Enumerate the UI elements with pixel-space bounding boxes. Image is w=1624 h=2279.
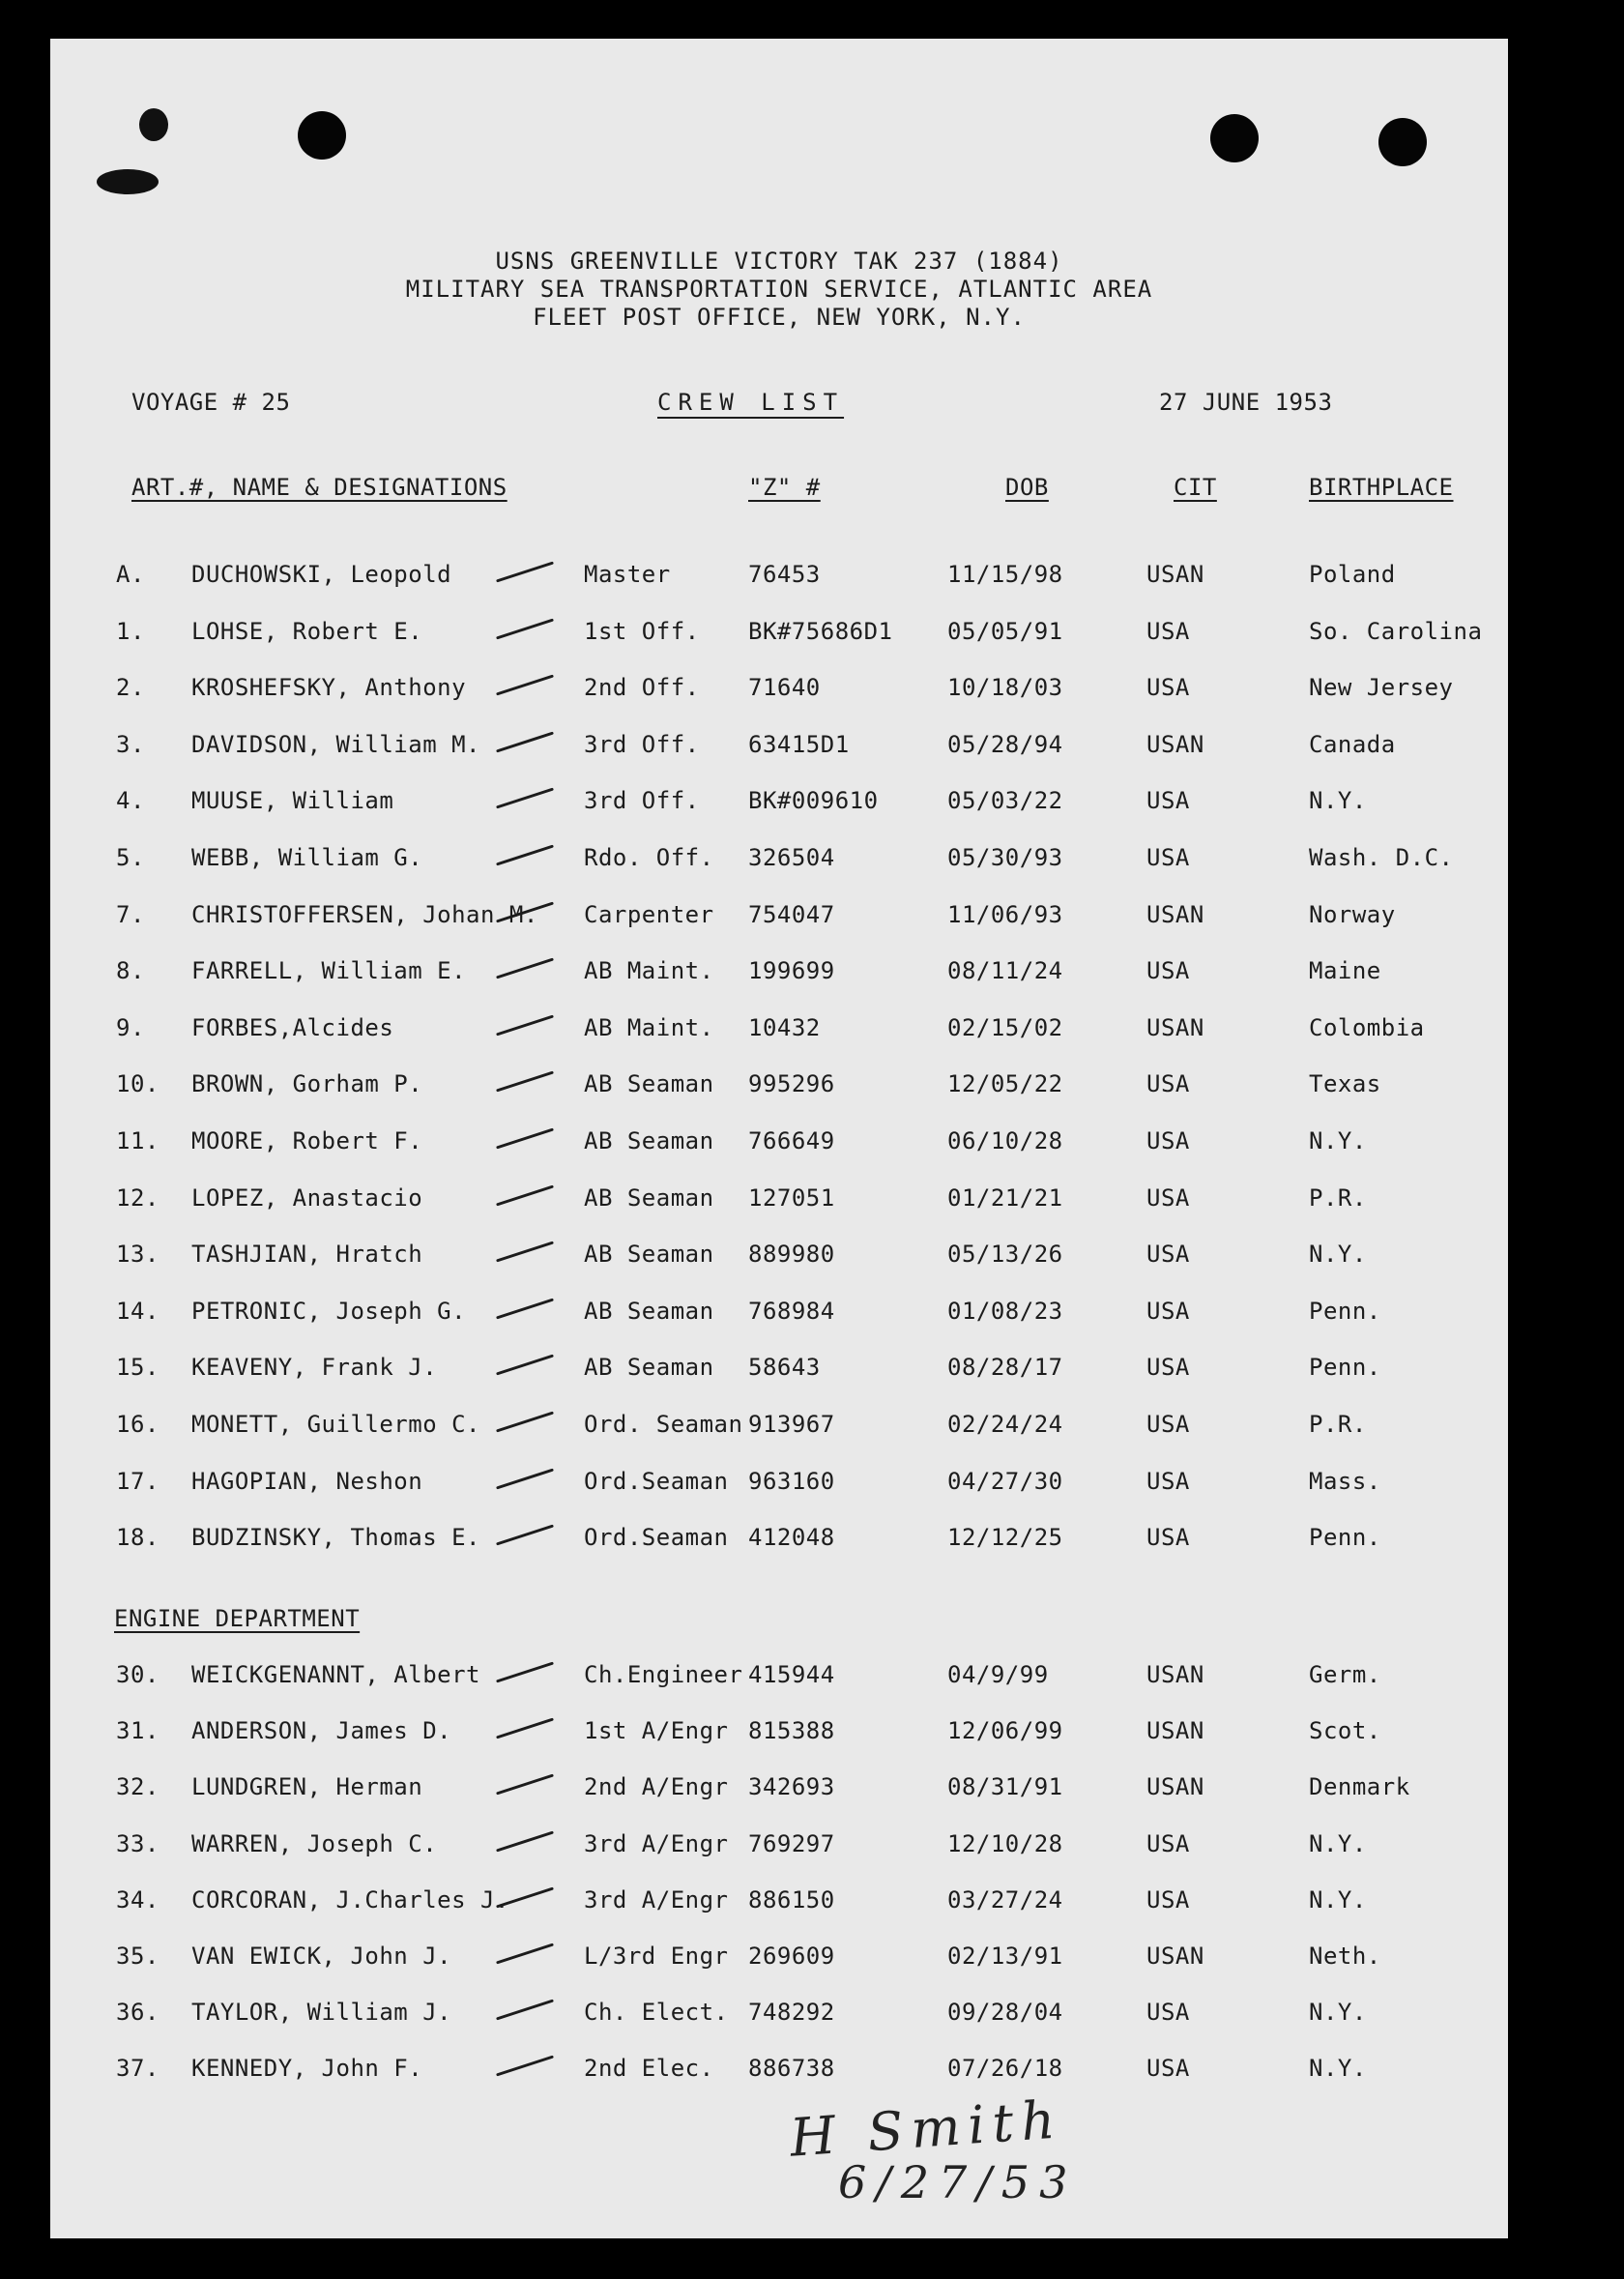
punch-hole: [1378, 118, 1427, 166]
art-number: 31.: [116, 1717, 160, 1745]
check-mark-icon: [496, 2000, 554, 2021]
z-number: 768984: [748, 1297, 835, 1325]
z-number: 963160: [748, 1467, 835, 1495]
art-number: 1.: [116, 617, 145, 645]
z-number: 63415D1: [748, 730, 850, 758]
crew-name: KEAVENY, Frank J.: [191, 1354, 438, 1382]
citizenship: USA: [1146, 1070, 1190, 1098]
check-mark-icon: [496, 1661, 554, 1682]
rating: Ord.Seaman: [584, 1467, 729, 1495]
art-number: 14.: [116, 1297, 160, 1325]
z-number: 269609: [748, 1943, 835, 1970]
check-mark-icon: [496, 844, 554, 865]
crew-name: TASHJIAN, Hratch: [191, 1241, 423, 1269]
header-ship: USNS GREENVILLE VICTORY TAK 237 (1884): [495, 248, 1063, 275]
date-of-birth: 04/9/99: [947, 1661, 1049, 1688]
punch-hole: [1210, 114, 1259, 162]
check-mark-icon: [496, 561, 554, 582]
rating: Master: [584, 561, 671, 588]
crew-name: TAYLOR, William J.: [191, 1999, 452, 2027]
z-number: 815388: [748, 1717, 835, 1745]
check-mark-icon: [496, 1242, 554, 1263]
rating: 3rd A/Engr: [584, 1885, 729, 1914]
ink-smudge: [139, 108, 168, 141]
citizenship: USA: [1146, 1524, 1190, 1552]
citizenship: USA: [1146, 1297, 1190, 1325]
citizenship: USA: [1146, 1467, 1190, 1495]
check-mark-icon: [496, 1355, 554, 1376]
art-number: 36.: [116, 1999, 160, 2027]
art-number: 11.: [116, 1127, 160, 1154]
art-number: 18.: [116, 1524, 160, 1552]
art-number: 34.: [116, 1885, 160, 1914]
date-of-birth: 01/08/23: [947, 1297, 1063, 1325]
check-mark-icon: [496, 675, 554, 696]
citizenship: USAN: [1146, 1943, 1204, 1970]
citizenship: USA: [1146, 1127, 1190, 1154]
z-number: 58643: [748, 1354, 821, 1382]
birthplace: New Jersey: [1309, 674, 1454, 702]
z-number: 766649: [748, 1127, 835, 1154]
citizenship: USA: [1146, 1411, 1190, 1438]
citizenship: USAN: [1146, 1661, 1204, 1688]
birthplace: Scot.: [1309, 1717, 1381, 1745]
crew-name: LOPEZ, Anastacio: [191, 1183, 423, 1212]
check-mark-icon: [496, 1943, 554, 1964]
crew-name: MOORE, Robert F.: [191, 1127, 423, 1154]
birthplace: Poland: [1309, 561, 1396, 588]
crew-name: WEBB, William G.: [191, 844, 423, 871]
ink-smudge: [97, 169, 159, 194]
handwritten-signature: H Smith: [788, 2089, 1065, 2169]
birthplace: Germ.: [1309, 1661, 1381, 1688]
date-of-birth: 11/15/98: [947, 561, 1063, 588]
date-of-birth: 08/28/17: [947, 1354, 1063, 1382]
check-mark-icon: [496, 1127, 554, 1149]
birthplace: Wash. D.C.: [1309, 844, 1454, 871]
check-mark-icon: [496, 1830, 554, 1852]
date-of-birth: 12/06/99: [947, 1717, 1063, 1745]
check-mark-icon: [496, 2056, 554, 2077]
art-number: 37.: [116, 2055, 160, 2083]
citizenship: USA: [1146, 1241, 1190, 1269]
crew-name: DUCHOWSKI, Leopold: [191, 561, 452, 588]
art-number: 3.: [116, 730, 145, 758]
citizenship: USAN: [1146, 1773, 1204, 1801]
art-number: 4.: [116, 787, 145, 815]
citizenship: USAN: [1146, 561, 1204, 588]
z-number: 886150: [748, 1885, 835, 1914]
check-mark-icon: [496, 731, 554, 752]
z-number: 889980: [748, 1241, 835, 1269]
citizenship: USAN: [1146, 900, 1204, 928]
birthplace: N.Y.: [1309, 1999, 1367, 2027]
birthplace: Penn.: [1309, 1354, 1381, 1382]
rating: 3rd Off.: [584, 730, 700, 758]
header-address: FLEET POST OFFICE, NEW YORK, N.Y.: [533, 304, 1026, 331]
z-number: 754047: [748, 900, 835, 928]
date-of-birth: 09/28/04: [947, 1999, 1063, 2027]
crew-name: WEICKGENANNT, Albert: [191, 1661, 480, 1688]
birthplace: Norway: [1309, 900, 1396, 928]
rating: Ch. Elect.: [584, 1999, 729, 2027]
date-of-birth: 06/10/28: [947, 1127, 1063, 1154]
check-mark-icon: [496, 1014, 554, 1036]
z-number: 127051: [748, 1183, 835, 1212]
art-number: 15.: [116, 1354, 160, 1382]
punch-hole: [298, 111, 346, 160]
birthplace: Canada: [1309, 730, 1396, 758]
check-mark-icon: [496, 1411, 554, 1432]
rating: 3rd Off.: [584, 787, 700, 815]
crew-name: KENNEDY, John F.: [191, 2055, 423, 2083]
art-number: 9.: [116, 1013, 145, 1041]
z-number: 199699: [748, 957, 835, 985]
check-mark-icon: [496, 1071, 554, 1093]
check-mark-icon: [496, 788, 554, 809]
check-mark-icon: [496, 1298, 554, 1319]
art-number: 8.: [116, 957, 145, 985]
art-number: A.: [116, 561, 145, 588]
z-number: 10432: [748, 1013, 821, 1041]
check-mark-icon: [496, 1718, 554, 1739]
section-heading-engine: ENGINE DEPARTMENT: [114, 1605, 361, 1632]
crew-name: ANDERSON, James D.: [191, 1717, 452, 1745]
citizenship: USA: [1146, 1183, 1190, 1212]
citizenship: USA: [1146, 617, 1190, 645]
birthplace: P.R.: [1309, 1183, 1367, 1212]
check-mark-icon: [496, 1184, 554, 1206]
crew-name: CHRISTOFFERSEN, Johan M.: [191, 900, 538, 928]
art-number: 30.: [116, 1661, 160, 1688]
date-of-birth: 08/31/91: [947, 1773, 1063, 1801]
rating: AB Seaman: [584, 1297, 714, 1325]
art-number: 5.: [116, 844, 145, 871]
citizenship: USA: [1146, 957, 1190, 985]
date-of-birth: 01/21/21: [947, 1183, 1063, 1212]
citizenship: USA: [1146, 1885, 1190, 1914]
z-number: 71640: [748, 674, 821, 702]
rating: 1st A/Engr: [584, 1717, 729, 1745]
col-header-birthplace: BIRTHPLACE: [1309, 474, 1454, 501]
z-number: 415944: [748, 1661, 835, 1688]
date-of-birth: 12/12/25: [947, 1524, 1063, 1552]
rating: Ch.Engineer: [584, 1661, 743, 1688]
citizenship: USA: [1146, 787, 1190, 815]
header-service: MILITARY SEA TRANSPORTATION SERVICE, ATLANTIC AREA: [405, 276, 1153, 303]
z-number: 748292: [748, 1999, 835, 2027]
check-mark-icon: [496, 958, 554, 979]
rating: AB Seaman: [584, 1241, 714, 1269]
birthplace: So. Carolina: [1309, 617, 1483, 645]
document-title: CREW LIST: [657, 389, 845, 416]
z-number: 326504: [748, 844, 835, 871]
voyage-number: VOYAGE # 25: [131, 389, 291, 416]
citizenship: USAN: [1146, 730, 1204, 758]
art-number: 17.: [116, 1467, 160, 1495]
birthplace: Neth.: [1309, 1943, 1381, 1970]
crew-name: DAVIDSON, William M.: [191, 730, 480, 758]
check-mark-icon: [496, 1525, 554, 1546]
document-page: [50, 39, 1508, 2238]
check-mark-icon: [496, 1774, 554, 1796]
rating: Carpenter: [584, 900, 714, 928]
date-of-birth: 12/10/28: [947, 1829, 1063, 1857]
birthplace: N.Y.: [1309, 787, 1367, 815]
z-number: 76453: [748, 561, 821, 588]
birthplace: Penn.: [1309, 1524, 1381, 1552]
date-of-birth: 05/05/91: [947, 617, 1063, 645]
rating: AB Seaman: [584, 1183, 714, 1212]
rating: AB Seaman: [584, 1070, 714, 1098]
date-of-birth: 04/27/30: [947, 1467, 1063, 1495]
rating: 1st Off.: [584, 617, 700, 645]
art-number: 32.: [116, 1773, 160, 1801]
rating: 2nd Elec.: [584, 2055, 714, 2083]
col-header-z: "Z" #: [748, 474, 821, 501]
date-of-birth: 03/27/24: [947, 1885, 1063, 1914]
citizenship: USA: [1146, 844, 1190, 871]
citizenship: USA: [1146, 1999, 1190, 2027]
art-number: 2.: [116, 674, 145, 702]
handwritten-date: 6/27/53: [838, 2156, 1078, 2208]
art-number: 33.: [116, 1829, 160, 1857]
birthplace: P.R.: [1309, 1411, 1367, 1438]
citizenship: USA: [1146, 1354, 1190, 1382]
crew-name: FARRELL, William E.: [191, 957, 467, 985]
art-number: 13.: [116, 1241, 160, 1269]
date-of-birth: 05/03/22: [947, 787, 1063, 815]
z-number: 886738: [748, 2055, 835, 2083]
z-number: 913967: [748, 1411, 835, 1438]
art-number: 12.: [116, 1183, 160, 1212]
citizenship: USA: [1146, 2055, 1190, 2083]
crew-name: VAN EWICK, John J.: [191, 1943, 452, 1970]
rating: AB Seaman: [584, 1354, 714, 1382]
date-of-birth: 10/18/03: [947, 674, 1063, 702]
crew-name: BUDZINSKY, Thomas E.: [191, 1524, 480, 1552]
date-of-birth: 12/05/22: [947, 1070, 1063, 1098]
crew-name: PETRONIC, Joseph G.: [191, 1297, 467, 1325]
z-number: BK#75686D1: [748, 617, 893, 645]
birthplace: N.Y.: [1309, 1241, 1367, 1269]
date-of-birth: 02/15/02: [947, 1013, 1063, 1041]
art-number: 35.: [116, 1943, 160, 1970]
citizenship: USA: [1146, 1829, 1190, 1857]
citizenship: USAN: [1146, 1717, 1204, 1745]
crew-name: BROWN, Gorham P.: [191, 1070, 423, 1098]
crew-name: FORBES,Alcides: [191, 1013, 394, 1041]
date-of-birth: 05/28/94: [947, 730, 1063, 758]
crew-name: KROSHEFSKY, Anthony: [191, 674, 467, 702]
rating: 2nd A/Engr: [584, 1773, 729, 1801]
col-header-name: ART.#, NAME & DESIGNATIONS: [131, 474, 508, 501]
col-header-dob: DOB: [1005, 474, 1049, 501]
birthplace: Penn.: [1309, 1297, 1381, 1325]
rating: AB Maint.: [584, 1013, 714, 1041]
rating: Ord. Seaman: [584, 1411, 743, 1438]
crew-name: MUUSE, William: [191, 787, 394, 815]
date-of-birth: 05/30/93: [947, 844, 1063, 871]
crew-name: LUNDGREN, Herman: [191, 1773, 423, 1801]
rating: AB Maint.: [584, 957, 714, 985]
z-number: BK#009610: [748, 787, 879, 815]
date-of-birth: 02/24/24: [947, 1411, 1063, 1438]
date-of-birth: 02/13/91: [947, 1943, 1063, 1970]
crew-name: WARREN, Joseph C.: [191, 1829, 438, 1857]
z-number: 412048: [748, 1524, 835, 1552]
col-header-cit: CIT: [1174, 474, 1217, 501]
crew-name: CORCORAN, J.Charles J.: [191, 1885, 509, 1914]
crew-name: HAGOPIAN, Neshon: [191, 1467, 423, 1495]
z-number: 769297: [748, 1829, 835, 1857]
birthplace: N.Y.: [1309, 1885, 1367, 1914]
birthplace: Mass.: [1309, 1467, 1381, 1495]
date-of-birth: 07/26/18: [947, 2055, 1063, 2083]
citizenship: USAN: [1146, 1013, 1204, 1041]
z-number: 342693: [748, 1773, 835, 1801]
birthplace: Colombia: [1309, 1013, 1425, 1041]
art-number: 7.: [116, 900, 145, 928]
birthplace: Denmark: [1309, 1773, 1410, 1801]
rating: Ord.Seaman: [584, 1524, 729, 1552]
birthplace: N.Y.: [1309, 1829, 1367, 1857]
crew-name: MONETT, Guillermo C.: [191, 1411, 480, 1438]
art-number: 16.: [116, 1411, 160, 1438]
citizenship: USA: [1146, 674, 1190, 702]
rating: Rdo. Off.: [584, 844, 714, 871]
birthplace: N.Y.: [1309, 1127, 1367, 1154]
art-number: 10.: [116, 1070, 160, 1098]
crew-name: LOHSE, Robert E.: [191, 617, 423, 645]
list-date: 27 JUNE 1953: [1159, 389, 1333, 416]
rating: 3rd A/Engr: [584, 1829, 729, 1857]
rating: 2nd Off.: [584, 674, 700, 702]
birthplace: Texas: [1309, 1070, 1381, 1098]
date-of-birth: 08/11/24: [947, 957, 1063, 985]
check-mark-icon: [496, 618, 554, 639]
rating: L/3rd Engr: [584, 1943, 729, 1970]
check-mark-icon: [496, 1468, 554, 1489]
z-number: 995296: [748, 1070, 835, 1098]
birthplace: N.Y.: [1309, 2055, 1367, 2083]
date-of-birth: 05/13/26: [947, 1241, 1063, 1269]
date-of-birth: 11/06/93: [947, 900, 1063, 928]
rating: AB Seaman: [584, 1127, 714, 1154]
birthplace: Maine: [1309, 957, 1381, 985]
